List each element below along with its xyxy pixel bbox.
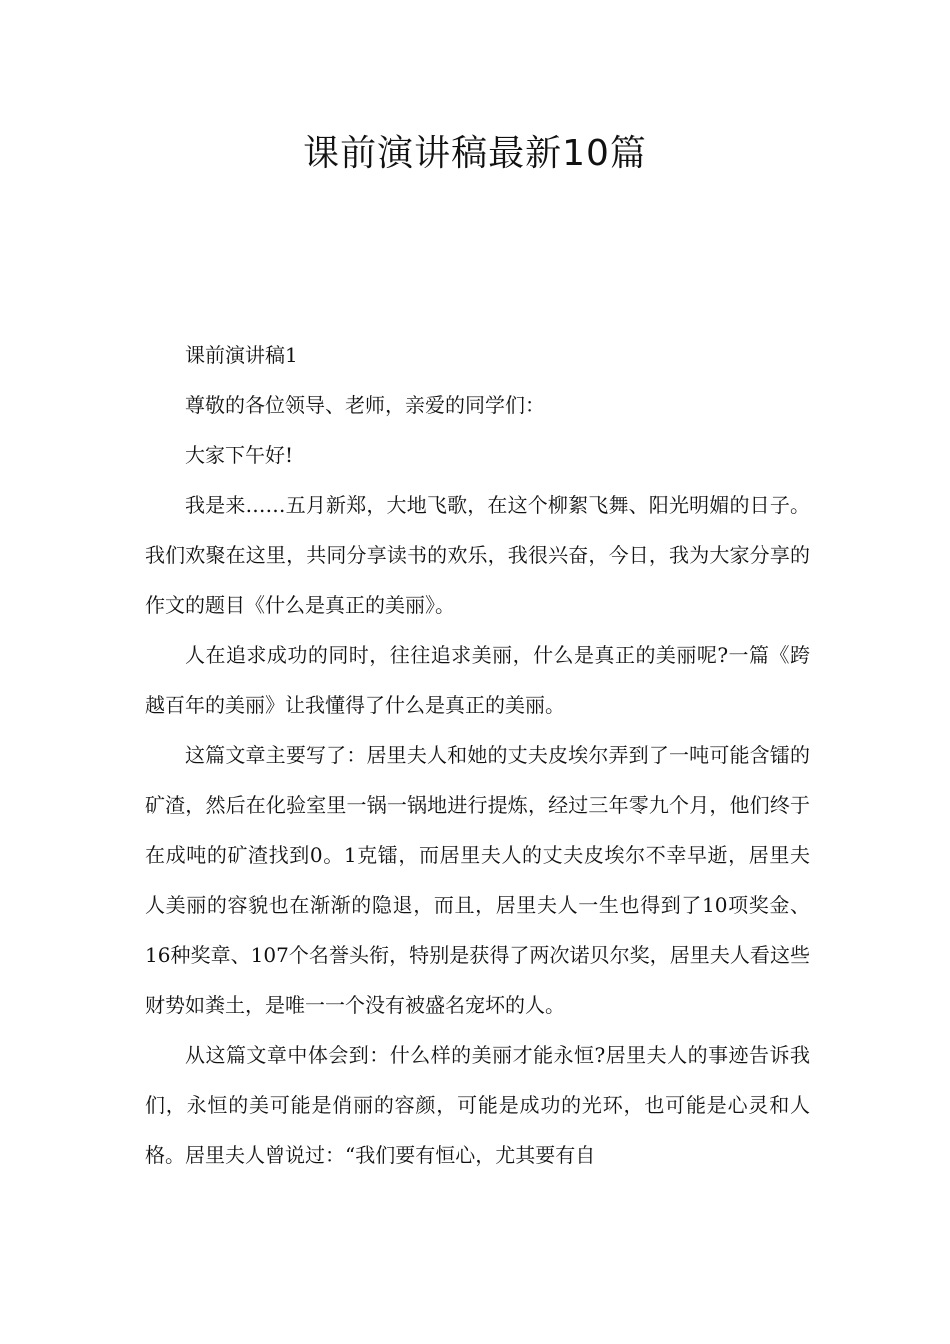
body-paragraph: 这篇文章主要写了：居里夫人和她的丈夫皮埃尔弄到了一吨可能含镭的矿渣，然后在化验室里一锅一锅地进行提炼，经过三年零九个月，他们终于在成吨的矿渣找到0。1克镭，而居里夫人的丈夫皮埃尔不幸早逝，居里夫人美丽的容貌也在渐渐的隐退，而且，居里夫人一生也得到了10项奖金、16种奖章、107个名誉头衔，特别是获得了两次诺贝尔奖，居里夫人看这些财势如粪土，是唯一一个没有被盛名宠坏的人。 bbox=[145, 743, 810, 1017]
section-heading: 课前演讲稿1 bbox=[185, 343, 298, 367]
body-paragraph: 人在追求成功的同时，往往追求美丽，什么是真正的美丽呢?一篇《跨越百年的美丽》让我懂得了什么是真正的美丽。 bbox=[145, 643, 810, 717]
body-paragraph: 从这篇文章中体会到：什么样的美丽才能永恒?居里夫人的事迹告诉我们，永恒的美可能是俏丽的容颜，可能是成功的光环，也可能是心灵和人格。居里夫人曾说过：“我们要有恒心，尤其要有自 bbox=[145, 1043, 810, 1167]
salutation-paragraph: 尊敬的各位领导、老师，亲爱的同学们： bbox=[185, 393, 545, 417]
body-paragraph: 我是来……五月新郑，大地飞歌，在这个柳絮飞舞、阳光明媚的日子。我们欢聚在这里，共同分享读书的欢乐，我很兴奋，今日，我为大家分享的作文的题目《什么是真正的美丽》。 bbox=[145, 493, 810, 617]
greeting-paragraph: 大家下午好! bbox=[185, 443, 294, 467]
document-body bbox=[145, 330, 810, 1180]
page-title: 课前演讲稿最新10篇 bbox=[303, 133, 647, 174]
